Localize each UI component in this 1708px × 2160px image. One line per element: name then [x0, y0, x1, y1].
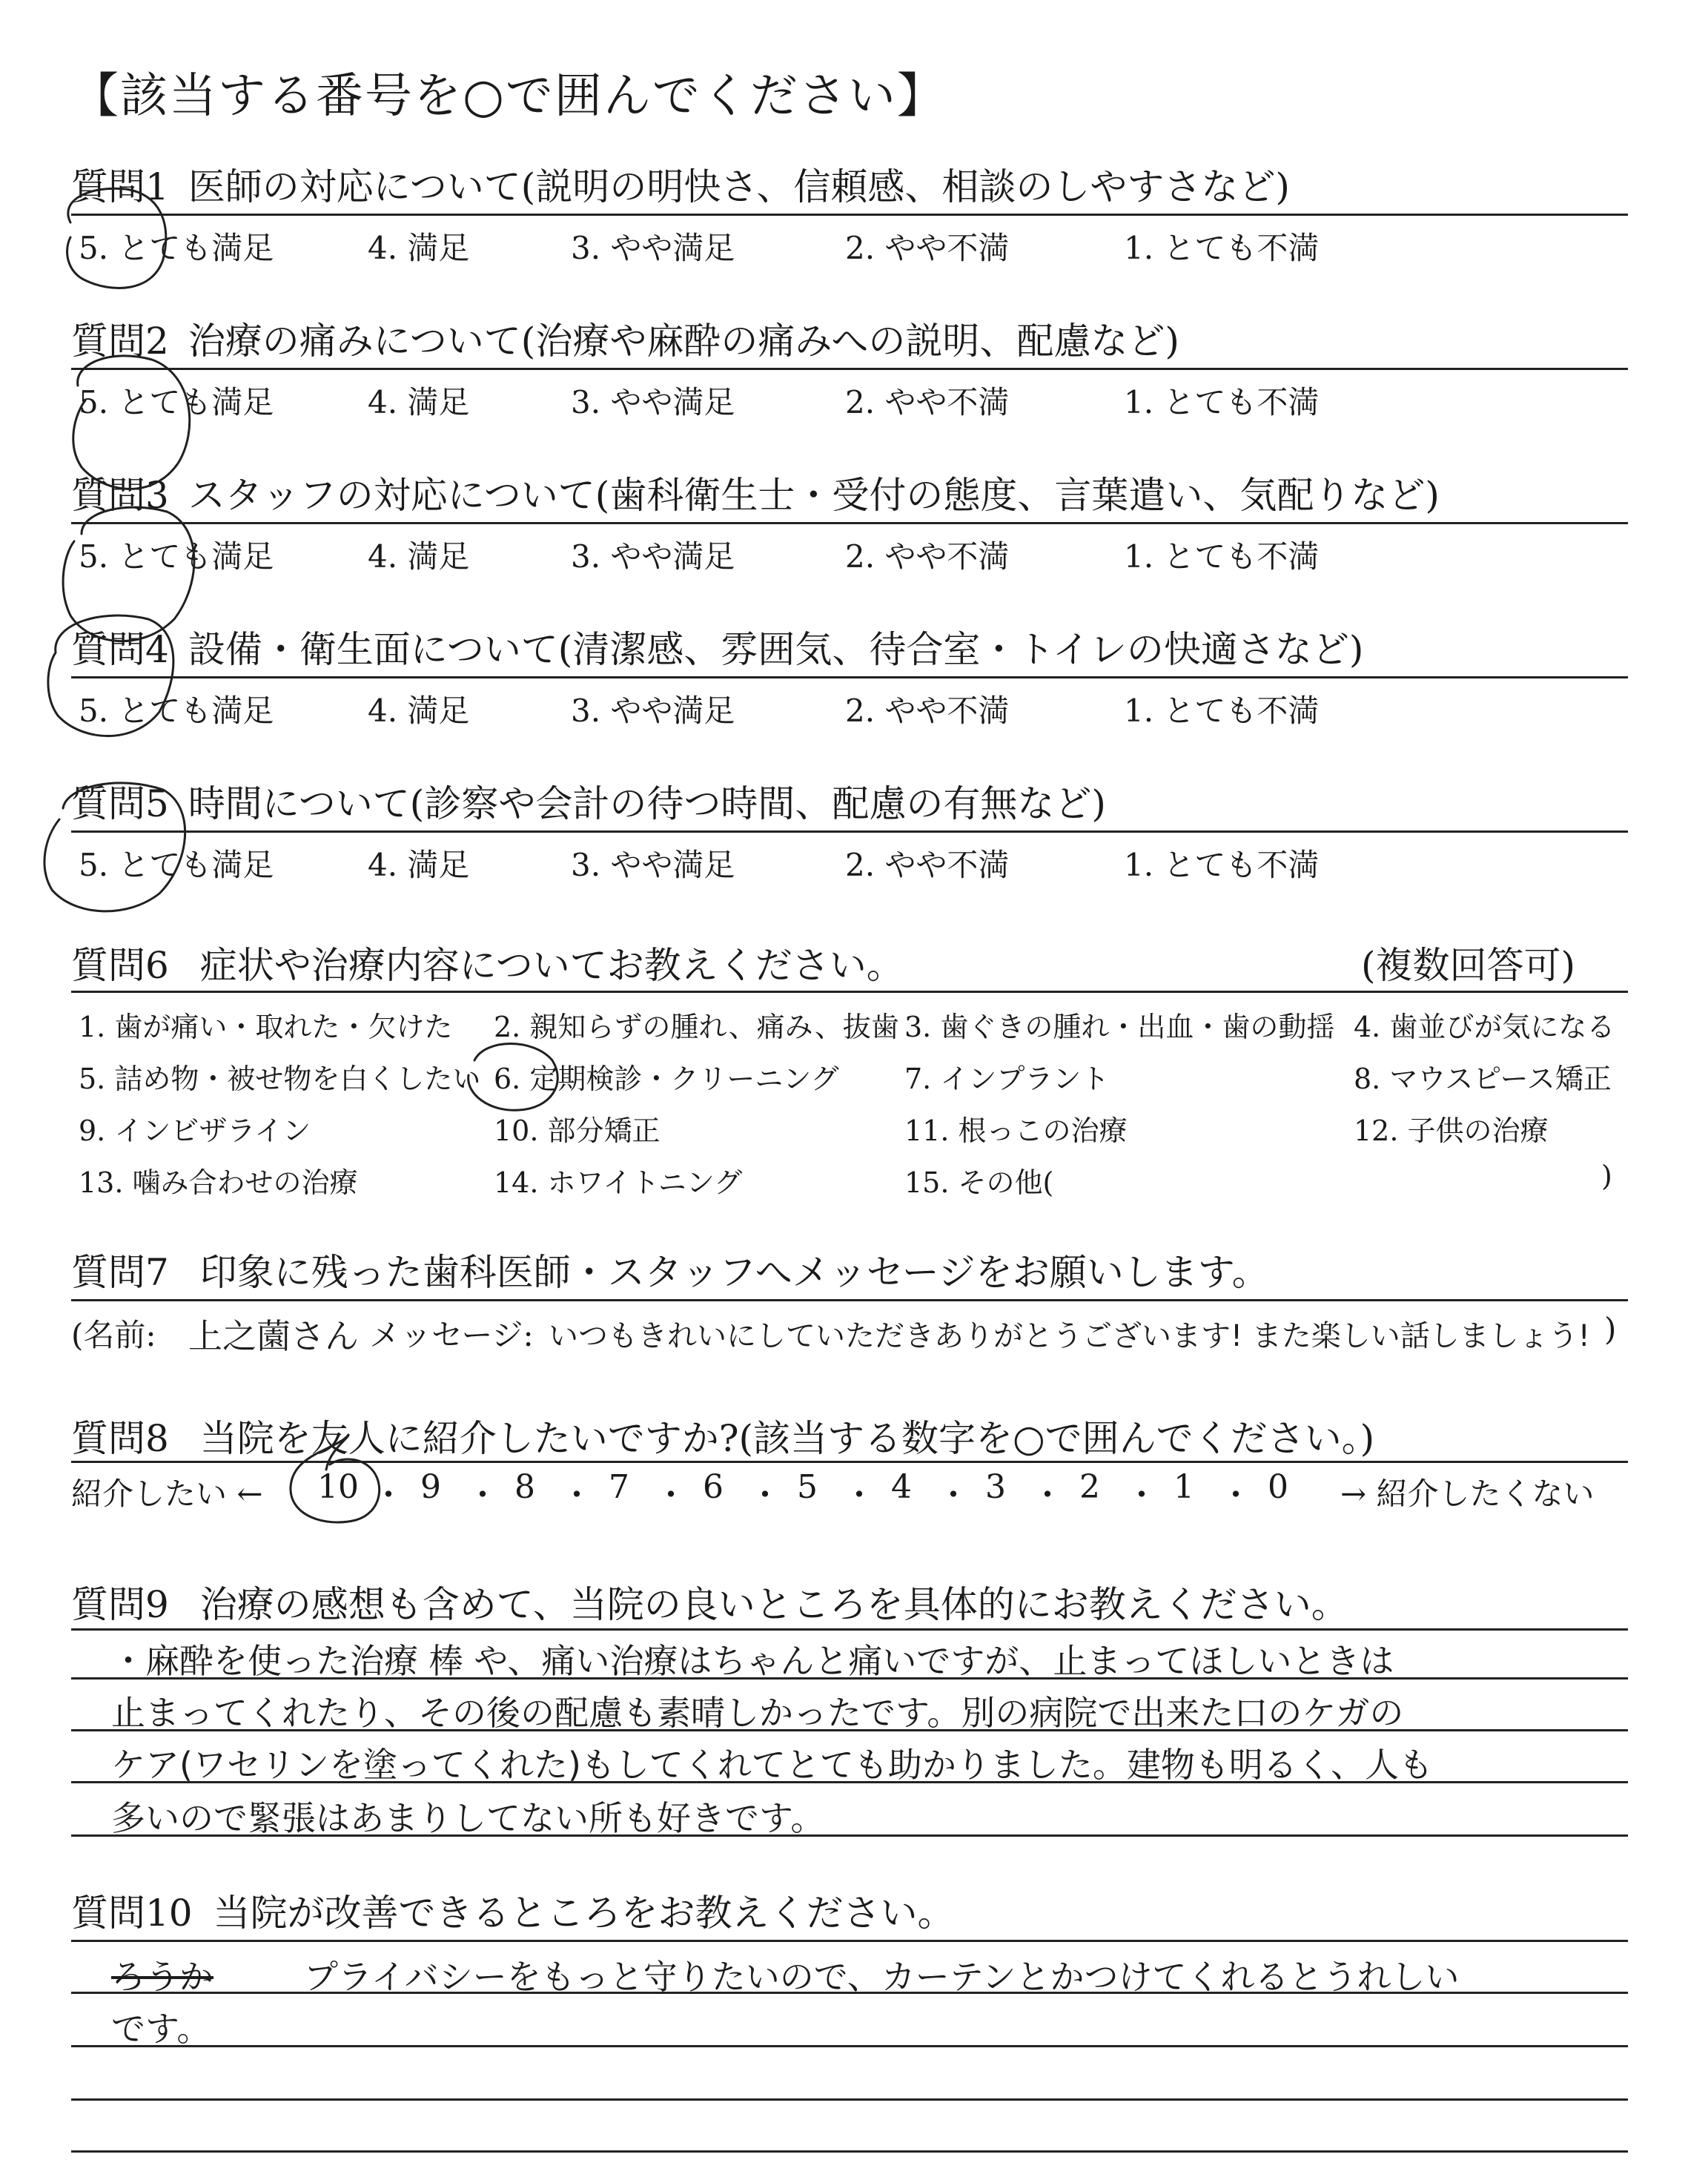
q8-label: 質問8	[71, 1417, 169, 1460]
q3-text: スタッフの対応について(歯科衛生士・受付の態度、言葉遣い、気配りなど)	[188, 474, 1440, 517]
q10-struck-text: ろうか	[111, 1957, 214, 1997]
q5-label: 質問5	[71, 782, 169, 825]
q9-answer-line-1[interactable]: ・麻酔を使った治療 棒 や、痛い治療はちゃんと痛いですが、止まってほしいときは	[111, 1641, 1394, 1681]
q3-option-2[interactable]: 2. やや不満	[845, 538, 1010, 575]
q1-label: 質問1	[71, 165, 169, 208]
q8-scale-0[interactable]: 0	[1268, 1468, 1288, 1506]
q5-text: 時間について(診察や会計の待つ時間、配慮の有無など)	[188, 782, 1106, 825]
q8-text: 当院を友人に紹介したいですか?(該当する数字を○で囲んでください。)	[199, 1417, 1375, 1460]
q2-label: 質問2	[71, 320, 169, 363]
q4-option-2[interactable]: 2. やや不満	[845, 693, 1010, 729]
q6-option-8[interactable]: 8. マウスピース矯正	[1354, 1063, 1612, 1095]
q5-circle-mark	[44, 783, 185, 911]
q7-name-prefix: (名前:	[71, 1317, 156, 1353]
q7-close: )	[1604, 1311, 1617, 1347]
q6-option-4[interactable]: 4. 歯並びが気になる	[1354, 1011, 1615, 1043]
q10-answer-line-1[interactable]: プライバシーをもっと守りたいので、カーテンとかつけてくれるとうれしい	[304, 1957, 1460, 1997]
q4-label: 質問4	[71, 628, 169, 671]
q3-option-3[interactable]: 3. やや満足	[571, 538, 735, 575]
q9-label: 質問9	[71, 1583, 169, 1626]
q1-circle-mark	[67, 188, 166, 288]
q6-other-close: )	[1601, 1160, 1612, 1192]
q2-option-2[interactable]: 2. やや不満	[845, 384, 1010, 420]
q6-option-5[interactable]: 5. 詰め物・被せ物を白くしたい	[79, 1063, 481, 1095]
q7-message-value[interactable]: いつもきれいにしていただきありがとうございます! また楽しい話しましょう!	[549, 1319, 1590, 1353]
q8-scale-5[interactable]: 5	[797, 1468, 818, 1506]
q2-text: 治療の痛みについて(治療や麻酔の痛みへの説明、配慮など)	[188, 320, 1179, 363]
q7-label: 質問7	[71, 1251, 169, 1294]
q3-option-4[interactable]: 4. 満足	[368, 538, 470, 575]
q8-scale-separator: ・	[372, 1476, 405, 1514]
q9-text: 治療の感想も含めて、当院の良いところを具体的にお教えください。	[199, 1583, 1348, 1626]
q8-scale-8[interactable]: 8	[514, 1468, 535, 1506]
q8-right-label: → 紹介したくない	[1340, 1476, 1595, 1512]
q3-option-5[interactable]: 5. とても満足	[79, 538, 274, 575]
q8-scale-9[interactable]: 9	[420, 1468, 441, 1506]
q1-text: 医師の対応について(説明の明快さ、信頼感、相談のしやすさなど)	[188, 165, 1290, 208]
q8-scale-7[interactable]: 7	[609, 1468, 629, 1506]
q7-name-value[interactable]: 上之薗さん	[188, 1316, 359, 1356]
q8-scale-separator: ・	[937, 1476, 970, 1514]
q10-label: 質問10	[71, 1892, 193, 1935]
q8-scale-4[interactable]: 4	[891, 1468, 912, 1506]
q4-option-4[interactable]: 4. 満足	[368, 693, 470, 729]
q1-option-2[interactable]: 2. やや不満	[845, 230, 1010, 266]
q9-answer-line-2[interactable]: 止まってくれたり、その後の配慮も素晴しかったです。別の病院で出来た口のケガの	[111, 1693, 1404, 1733]
q7-text: 印象に残った歯科医師・スタッフへメッセージをお願いします。	[199, 1251, 1269, 1294]
q10-answer-line-2[interactable]: です。	[111, 2009, 211, 2049]
q8-scale-separator: ・	[466, 1476, 499, 1514]
q6-option-10[interactable]: 10. 部分矯正	[494, 1114, 661, 1147]
q6-option-6[interactable]: 6. 定期検診・クリーニング	[494, 1063, 839, 1095]
q5-option-2[interactable]: 2. やや不満	[845, 847, 1010, 883]
q1-option-5[interactable]: 5. とても満足	[79, 230, 274, 266]
q1-option-4[interactable]: 4. 満足	[368, 230, 470, 266]
q2-option-1[interactable]: 1. とても不満	[1124, 384, 1320, 420]
q5-option-3[interactable]: 3. やや満足	[571, 847, 735, 883]
q6-option-7[interactable]: 7. インプラント	[904, 1063, 1110, 1095]
q1-option-1[interactable]: 1. とても不満	[1124, 230, 1320, 266]
q8-circle-mark	[291, 1435, 380, 1522]
q6-option-1[interactable]: 1. 歯が痛い・取れた・欠けた	[79, 1011, 453, 1043]
q10-text: 当院が改善できるところをお教えください。	[213, 1892, 955, 1935]
q6-option-12[interactable]: 12. 子供の治療	[1354, 1114, 1549, 1147]
q6-option-2[interactable]: 2. 親知らずの腫れ、痛み、抜歯	[494, 1011, 899, 1043]
q2-option-4[interactable]: 4. 満足	[368, 384, 470, 420]
q4-option-3[interactable]: 3. やや満足	[571, 693, 735, 729]
q6-note: (複数回答可)	[1361, 944, 1576, 987]
q8-left-label: 紹介したい ←	[71, 1476, 263, 1512]
q8-scale-separator: ・	[749, 1476, 781, 1514]
q6-option-15[interactable]: 15. その他(	[904, 1166, 1054, 1199]
q6-option-13[interactable]: 13. 噛み合わせの治療	[79, 1166, 358, 1199]
q6-text: 症状や治療内容についてお教えください。	[199, 944, 904, 987]
q6-option-9[interactable]: 9. インビザライン	[79, 1114, 311, 1147]
q6-option-11[interactable]: 11. 根っこの治療	[904, 1114, 1128, 1147]
q8-scale-1[interactable]: 1	[1174, 1468, 1194, 1506]
q8-scale-separator: ・	[1031, 1476, 1064, 1514]
q6-label: 質問6	[71, 944, 169, 987]
q8-scale-10[interactable]: 10	[317, 1468, 359, 1506]
q2-option-5[interactable]: 5. とても満足	[79, 384, 274, 420]
q4-option-1[interactable]: 1. とても不満	[1124, 693, 1320, 729]
page-title: 【該当する番号を○で囲んでください】	[71, 69, 946, 124]
q4-option-5[interactable]: 5. とても満足	[79, 693, 274, 729]
q8-scale-separator: ・	[560, 1476, 593, 1514]
q2-option-3[interactable]: 3. やや満足	[571, 384, 735, 420]
q4-text: 設備・衛生面について(清潔感、雰囲気、待合室・トイレの快適さなど)	[188, 628, 1364, 671]
q6-option-3[interactable]: 3. 歯ぐきの腫れ・出血・歯の動揺	[904, 1011, 1335, 1043]
q8-scale-6[interactable]: 6	[703, 1468, 724, 1506]
q5-option-5[interactable]: 5. とても満足	[79, 847, 274, 883]
q5-option-4[interactable]: 4. 満足	[368, 847, 470, 883]
q8-scale-separator: ・	[843, 1476, 875, 1514]
q3-label: 質問3	[71, 474, 169, 517]
q9-answer-line-3[interactable]: ケア(ワセリンを塗ってくれた)もしてくれてとても助かりました。建物も明るく、人も	[111, 1745, 1433, 1785]
q9-answer-line-4[interactable]: 多いので緊張はあまりしてない所も好きです。	[111, 1798, 825, 1838]
q8-scale-separator: ・	[655, 1476, 687, 1514]
q8-scale-2[interactable]: 2	[1079, 1468, 1100, 1506]
q6-circle-mark	[469, 1044, 558, 1111]
q8-scale-separator: ・	[1219, 1476, 1252, 1514]
q5-option-1[interactable]: 1. とても不満	[1124, 847, 1320, 883]
q3-option-1[interactable]: 1. とても不満	[1124, 538, 1320, 575]
q7-message-prefix: メッセージ:	[369, 1317, 534, 1353]
q6-option-14[interactable]: 14. ホワイトニング	[494, 1166, 743, 1199]
q2-circle-mark	[73, 356, 190, 489]
q1-option-3[interactable]: 3. やや満足	[571, 230, 735, 266]
q8-scale-3[interactable]: 3	[985, 1468, 1006, 1506]
q8-scale-separator: ・	[1125, 1476, 1158, 1514]
